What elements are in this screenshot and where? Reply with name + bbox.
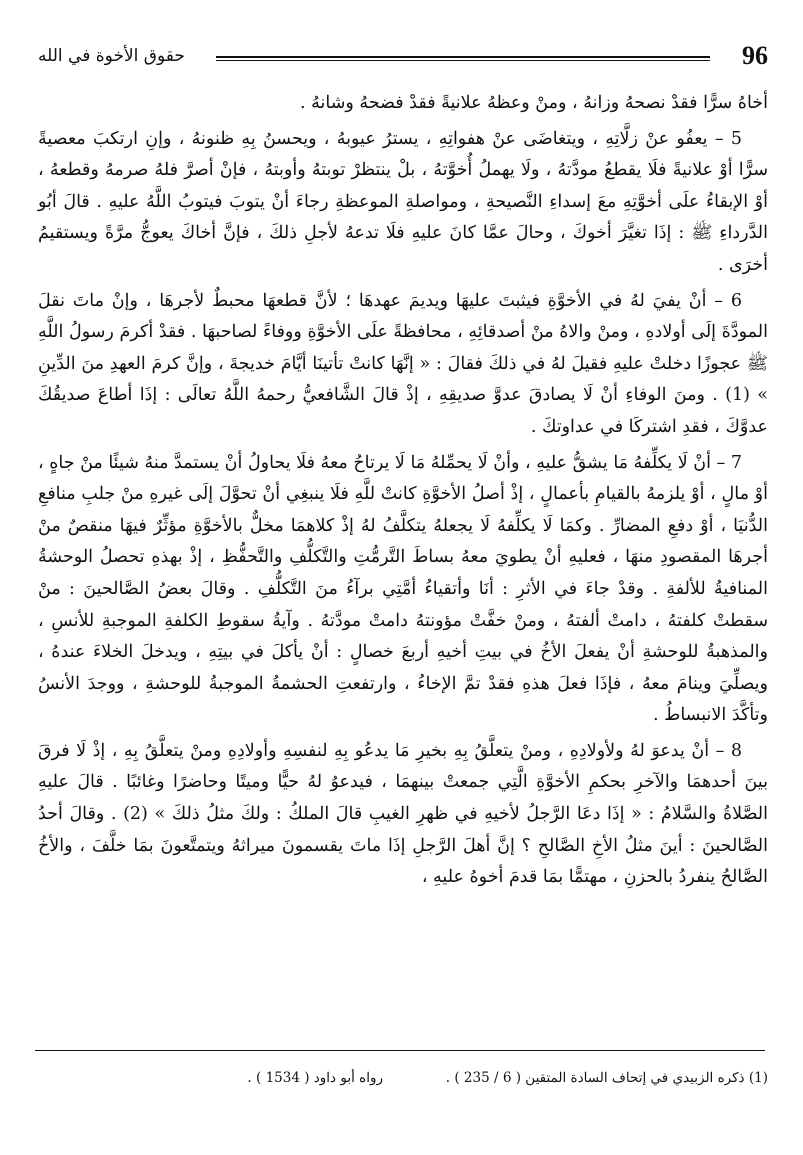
paragraph-item-7: 7 – أنْ لَا يكلِّفهُ مَا يشقُّ عليهِ ، وأنْ لَا يحمِّلهُ مَا لَا يرتاحُ معهُ فلَا يحاولُ أنْ يستمدَّ منهُ شيئًا منْ جاهٍ ، أوْ مالٍ ، أوْ يلزمهُ بالقيامِ بأعمالٍ ، إذْ أصلُ الأخوَّةِ كانتْ للَّهِ فلَا ينبغِي أنْ تحوَّلَ إلَى غيرهِ منْ جلبِ منافعِ الدُّنيَا ، أوْ دفعِ المضارِّ . وكمَا لَا يكلِّفهُ لَا يجعلهُ يتكلَّفُ لهُ إذْ كلاهمَا مخلٌّ بالأخوَّةِ مؤثِّرٌ فيهَا منقصٌ منْ أجرهَا المقصودِ منهَا ، فعليهِ أنْ يطويَ معهُ بساطَ التَّرمُّتِ والتَّكلُّفِ والتَّحفُّظِ ، إذْ بهذهِ تحصلُ الوحشةُ المنافيةُ للألفةِ . وقدْ جاءَ في الأثرِ : أنَا وأتقياءُ أمَّتِي برآءُ منَ التَّكلُّفِ . وقالَ بعضُ الصَّالحينَ : منْ سقطتْ كلفتهُ ، دامتْ ألفتهُ ، ومنْ خفَّتْ مؤونتهُ دامتْ مودَّتهُ . وآيةُ سقوطِ الكلفةِ الموجبةِ للأنسِ ، والمذهبةُ للوحشةِ أنْ يفعلَ الأخُ في بيتِ أخيهِ أربعَ خصالٍ : أنْ يأكلَ في بيتِهِ ، ويدخلَ الخلاءَ عندهُ ، ويصلِّيَ وينامَ معهُ ، فإذَا فعلَ هذهِ فقدْ تمَّ الإخاءُ ، وارتفعتِ الحشمةُ الموجبةُ للوحشةِ ، ووجدَ الأنسُ وتأكَّدَ الانبساطُ . <box>37 452 768 726</box>
paragraph-item-8: 8 – أنْ يدعوَ لهُ ولأولادِهِ ، ومنْ يتعلَّقُ بِهِ بخيرِ مَا يدعُو بِهِ لنفسِهِ وأولادِهِ ومنْ يتعلَّقُ بِهِ ، إذْ لَا فرقَ بينَ أحدهمَا والآخرِ بحكمِ الأخوَّةِ الَّتِي جمعتْ بينهمَا ، فيدعوُ لهُ حيًّا وميتًا وحاضرًا وغائبًا . قالَ عليهِ الصَّلاةُ والسَّلامُ : « إذَا دعَا الرَّجلُ لأخيهِ في ظهرِ الغيبِ قالَ الملكُ : ولكَ مثلُ ذلكَ » (2) . وقالَ أحدُ الصَّالحينَ : أينَ مثلُ الأخِ الصَّالحِ ؟ إنَّ أهلَ الرَّجلِ إذَا ماتَ يقسمونَ ميراثهُ ويتمتَّعونَ بمَا خلَّفَ ، والأخُ الصَّالحُ ينفردُ بالحزنِ ، مهتمًّا بمَا قدمَ أخوهُ عليهِ ، <box>38 740 768 888</box>
paragraph-item-6: 6 – أنْ يفيَ لهُ في الأخوَّةِ فيثبتَ عليهَا ويديمَ عهدهَا ؛ لأنَّ قطعهَا محبطٌ لأجرهَا ، وإنْ ماتَ نقلَ المودَّةَ إلَى أولادهِ ، ومنْ والاهُ منْ أصدقائِهِ ، محافظةً علَى الأخوَّةِ ووفاءً لصاحبهَا . فقدْ أكرمَ رسولُ اللَّهِ ﷺ عجوزًا دخلتْ عليهِ فقيلَ لهُ في ذلكَ فقالَ : « إنَّهَا كانتْ تأتينَا أيَّامَ خديجةَ ، وإنَّ كرمَ العهدِ منَ الدِّينِ » (1) . ومنَ الوفاءِ أنْ لَا يصادقَ عدوَّ صديقِهِ ، إذْ قالَ الشَّافعيُّ رحمهُ اللَّهُ تعالَى : إذَا أطاعَ صديقُكَ عدوَّكَ ، فقدِ اشتركَا في عداوتكَ . <box>38 290 768 437</box>
header-rule <box>216 56 710 61</box>
paragraph-continuation: أخاهُ سرًّا فقدْ نصحهُ وزانهُ ، ومنْ وعظهُ علانيةً فقدْ فضحهُ وشانهُ . <box>300 93 768 113</box>
paragraph-item-5: 5 – يعفُو عنْ زلَّاتِهِ ، ويتغاضَى عنْ هفواتِهِ ، يسترُ عيوبهُ ، ويحسنُ بِهِ ظنونهُ ، وإنِ ارتكبَ معصيةً سرًّا أوْ علانيةً فلَا يقطعُ مودَّتهُ ، ولَا يهملُ أُخوَّتهُ ، بلْ ينتظرْ توبتهُ وأوبتهُ ، فإنْ أصرَّ فلهُ صرمهُ وقطعهُ ، أوْ الإبقاءُ علَى أخوَّتِهِ معَ إسداءِ النَّصيحةِ ، ومواصلةِ الموعظةِ رجاءَ أنْ يتوبَ فيتوبُ اللَّهُ عليهِ . قالَ أبُو الدَّرداءِ ﷺ : إذَا تغيَّرَ أخوكَ ، وحالَ عمَّا كانَ عليهِ فلَا تدعهُ لأجلِ ذلكَ ، فإنَّ أخاكَ يعوجُّ مرَّةً ويستقيمُ أخرَى . <box>38 128 768 275</box>
page-number: 96 <box>742 41 768 70</box>
footnote-1: (1) ذكره الزبيدي في إتحاف السادة المتقين ( 6 / 235 ) . <box>445 1070 768 1086</box>
main-text <box>38 88 768 898</box>
running-title: حقوق الأخوة في الله <box>38 46 185 66</box>
page-header <box>38 42 768 76</box>
footnote-2: رواه أبو داود ( 1534 ) . <box>247 1070 383 1086</box>
footnote-separator <box>35 1050 765 1051</box>
